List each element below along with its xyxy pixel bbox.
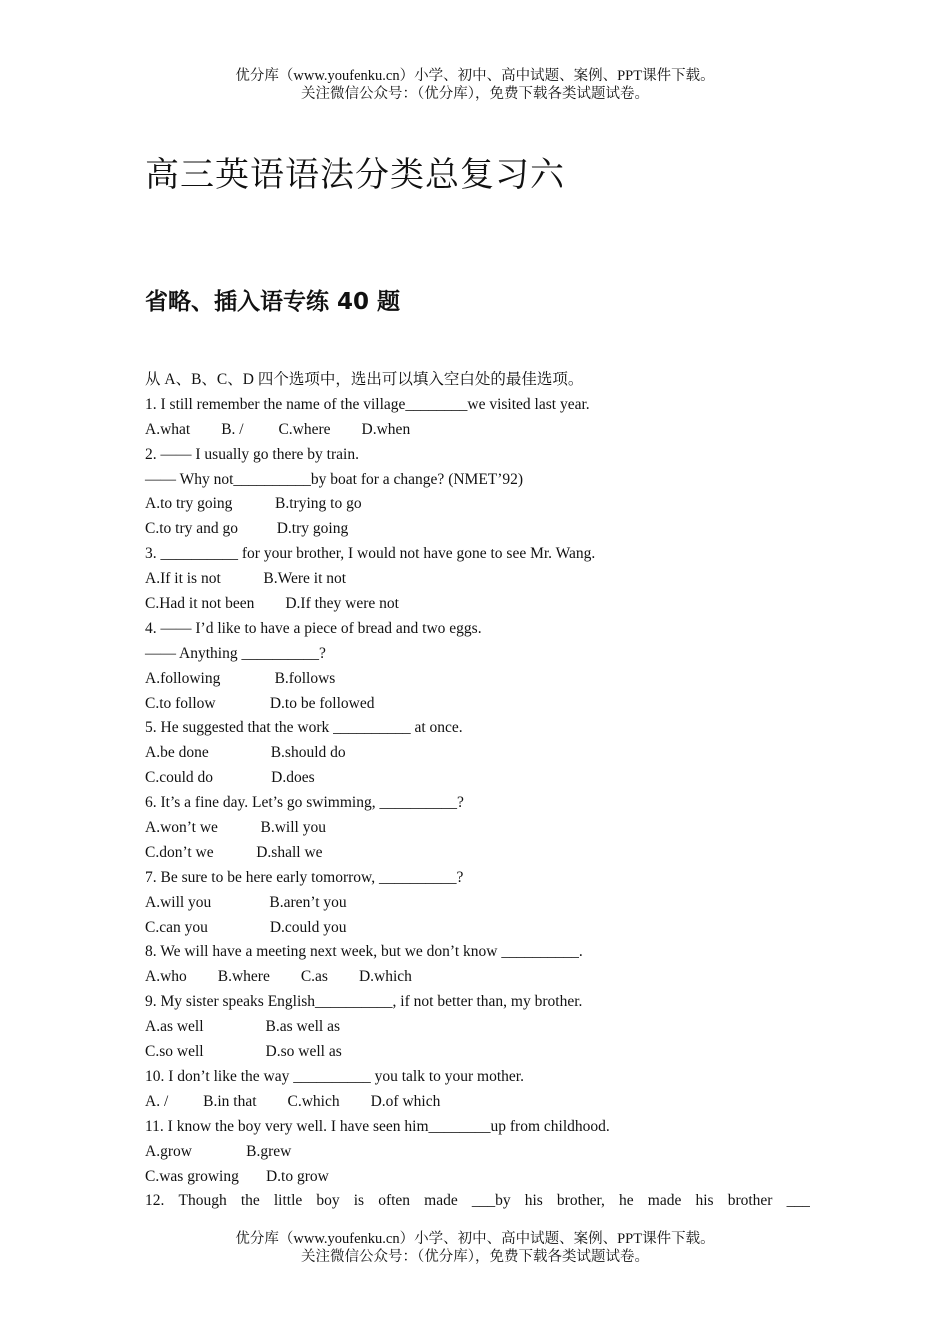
option-line: A.who B.where C.as D.which	[145, 968, 412, 986]
option-line: C.can you D.could you	[145, 918, 347, 936]
exercise-body	[145, 368, 810, 1214]
question-line: 8. We will have a meeting next week, but we don’t know __________.	[145, 943, 583, 961]
question-line: 1. I still remember the name of the village________we visited last year.	[145, 395, 590, 413]
option-line: C.could do D.does	[145, 769, 315, 787]
option-line: C.Had it not been D.If they were not	[145, 595, 399, 613]
word: boy	[316, 1192, 340, 1210]
word: the	[240, 1192, 260, 1210]
word: little	[273, 1192, 303, 1210]
question-line: 3. __________ for your brother, I would not have gone to see Mr. Wang.	[145, 545, 596, 563]
word: ___	[786, 1192, 810, 1210]
option-line: A.be done B.should do	[145, 744, 346, 762]
word: made	[424, 1192, 458, 1210]
option-line: A.won’t we B.will you	[145, 819, 326, 837]
section-subtitle: 省略、插入语专练 40 题	[145, 289, 401, 315]
word: Though	[178, 1192, 227, 1210]
question-line: 10. I don’t like the way __________ you talk to your mother.	[145, 1067, 524, 1085]
question-line-justified	[145, 1189, 810, 1214]
word: he	[619, 1192, 634, 1210]
option-line: C.was growing D.to grow	[145, 1167, 329, 1185]
header-line-2: 关注微信公众号：（优分库），免费下载各类试题试卷。	[301, 86, 649, 102]
question-line: 6. It’s a fine day. Let’s go swimming, __________?	[145, 794, 464, 812]
option-line: C.don’t we D.shall we	[145, 843, 323, 861]
option-line: A.what B. / C.where D.when	[145, 420, 411, 438]
word: brother	[727, 1192, 773, 1210]
question-line: 11. I know the boy very well. I have seen him________up from childhood.	[145, 1117, 610, 1135]
word: brother,	[556, 1192, 605, 1210]
option-line: A.to try going B.trying to go	[145, 495, 362, 513]
page-header	[0, 67, 950, 103]
option-line: A. / B.in that C.which D.of which	[145, 1092, 441, 1110]
word: often	[378, 1192, 411, 1210]
word: his	[524, 1192, 543, 1210]
option-line: A.If it is not B.Were it not	[145, 570, 347, 588]
word: 12.	[145, 1192, 165, 1210]
question-line: —— Why not__________by boat for a change? (NMET’92)	[145, 470, 524, 488]
footer-line-2: 关注微信公众号：（优分库），免费下载各类试题试卷。	[301, 1249, 649, 1265]
option-line: A.as well B.as well as	[145, 1018, 341, 1036]
question-line: 4. —— I’d like to have a piece of bread and two eggs.	[145, 619, 482, 637]
question-line: 9. My sister speaks English__________, if not better than, my brother.	[145, 993, 583, 1011]
option-line: C.so well D.so well as	[145, 1043, 342, 1061]
word: is	[353, 1192, 365, 1210]
option-line: A.grow B.grew	[145, 1142, 292, 1160]
header-line-1: 优分库（www.youfenku.cn）小学、初中、高中试题、案例、PPT课件下载。	[235, 68, 715, 84]
option-line: A.will you B.aren’t you	[145, 893, 347, 911]
word: ___by	[471, 1192, 511, 1210]
question-line: 5. He suggested that the work __________ at once.	[145, 719, 463, 737]
question-line: 2. —— I usually go there by train.	[145, 445, 359, 463]
word: his	[695, 1192, 714, 1210]
option-line: C.to follow D.to be followed	[145, 694, 375, 712]
page-footer	[0, 1230, 950, 1266]
instruction-text: 从 A、B、C、D 四个选项中，选出可以填入空白处的最佳选项。	[145, 371, 584, 388]
option-line: A.following B.follows	[145, 669, 336, 687]
footer-line-1: 优分库（www.youfenku.cn）小学、初中、高中试题、案例、PPT课件下载。	[235, 1231, 715, 1247]
word: made	[647, 1192, 682, 1210]
option-line: C.to try and go D.try going	[145, 520, 349, 538]
document-title: 高三英语语法分类总复习六	[145, 155, 565, 195]
question-line: —— Anything __________?	[145, 644, 326, 662]
question-line: 7. Be sure to be here early tomorrow, __________?	[145, 868, 464, 886]
